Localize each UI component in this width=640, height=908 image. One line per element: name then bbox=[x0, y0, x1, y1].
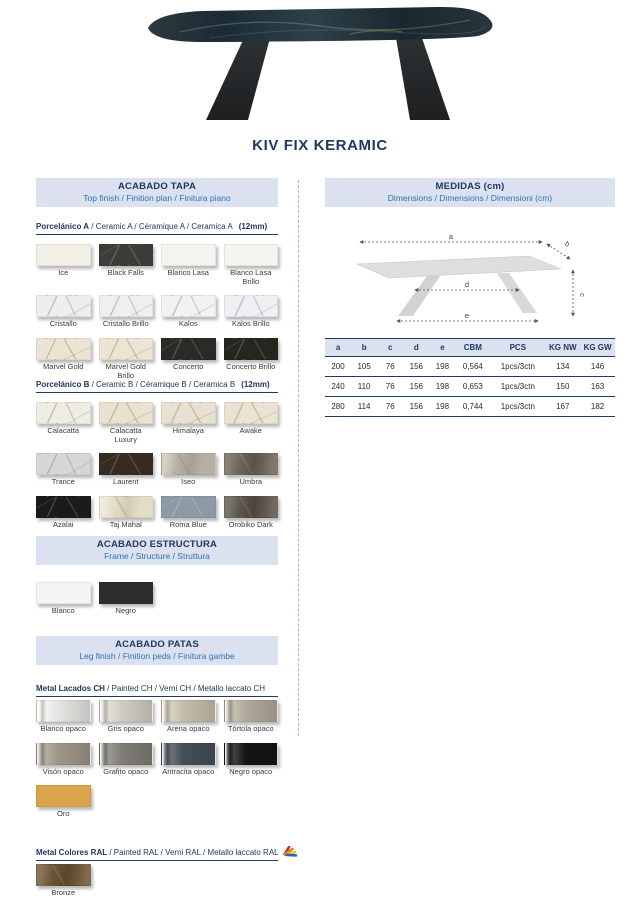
column-divider bbox=[298, 180, 299, 736]
ceramic-b-heading-bold: Porcelánico B bbox=[36, 380, 90, 389]
spec-col-cbm: CBM bbox=[455, 339, 490, 357]
swatch-label: Azalai bbox=[53, 519, 74, 529]
swatch-tile bbox=[99, 496, 154, 518]
spec-cell: 156 bbox=[403, 377, 429, 397]
structure-title: ACABADO ESTRUCTURA bbox=[96, 539, 218, 550]
swatch-azalai bbox=[36, 496, 91, 530]
swatch-cristallo bbox=[36, 295, 91, 329]
dimensions-spec-table bbox=[325, 338, 615, 417]
spec-header-row bbox=[325, 339, 615, 357]
swatch-label: Concerto Brillo bbox=[226, 361, 276, 371]
spec-cell: 240 bbox=[325, 377, 351, 397]
spec-cell: 198 bbox=[429, 357, 455, 377]
swatch-calacatta bbox=[36, 402, 91, 444]
ceramic-a-swatch-grid bbox=[36, 244, 278, 380]
swatch-label: Iseo bbox=[181, 477, 196, 487]
swatch-tile bbox=[161, 402, 216, 424]
swatch-tile bbox=[99, 582, 154, 604]
swatch-tile bbox=[161, 338, 216, 360]
swatch-umbra bbox=[224, 453, 279, 487]
spec-cell: 163 bbox=[580, 377, 615, 397]
swatch-tile bbox=[224, 295, 279, 317]
swatch-tile bbox=[161, 496, 216, 518]
spec-col-pcs: PCS bbox=[490, 339, 545, 357]
swatch-kalos-brillo bbox=[224, 295, 279, 329]
swatch-marvel-gold bbox=[36, 338, 91, 380]
swatch-tile bbox=[99, 338, 154, 360]
ceramic-a-heading-rest: / Ceramic A / Céramique A / Ceramica A bbox=[89, 222, 233, 231]
swatch-tile bbox=[36, 338, 91, 360]
swatch-label: Cristallo bbox=[49, 319, 77, 329]
spec-col-kg-gw: KG GW bbox=[580, 339, 615, 357]
swatch-label: Oro bbox=[56, 809, 70, 819]
ceramic-a-heading-size: (12mm) bbox=[238, 222, 268, 231]
metal-ch-swatch-grid bbox=[36, 700, 278, 819]
swatch-tile bbox=[99, 700, 154, 722]
page-title: KIV FIX KERAMIC bbox=[252, 137, 388, 154]
legs-title: ACABADO PATAS bbox=[115, 639, 199, 650]
spec-cell: 114 bbox=[351, 397, 377, 417]
spec-cell: 110 bbox=[351, 377, 377, 397]
swatch-gris-opaco bbox=[99, 700, 154, 734]
measures-header bbox=[325, 178, 615, 207]
swatch-label: Laurent bbox=[113, 477, 139, 487]
swatch-label: Blanco Lasa bbox=[167, 268, 209, 277]
spec-cell: 182 bbox=[580, 397, 615, 417]
spec-cell: 167 bbox=[545, 397, 580, 417]
spec-cell: 134 bbox=[545, 357, 580, 377]
spec-cell: 76 bbox=[377, 397, 403, 417]
swatch-concerto-brillo bbox=[224, 338, 279, 380]
swatch-label: Kalos bbox=[178, 319, 198, 329]
top-finish-title: ACABADO TAPA bbox=[117, 181, 197, 192]
spec-cell: 0,653 bbox=[455, 377, 490, 397]
swatch-tile bbox=[99, 402, 154, 424]
swatch-orobiko-dark bbox=[224, 496, 279, 530]
swatch-tile bbox=[36, 700, 91, 722]
spec-table-wrap bbox=[325, 338, 615, 417]
swatch-tile bbox=[161, 244, 216, 266]
swatch-label: Concerto bbox=[173, 361, 204, 371]
swatch-negro bbox=[99, 582, 154, 616]
swatch-laurent bbox=[99, 453, 154, 487]
swatch-oro bbox=[36, 785, 91, 819]
swatch-label: Tórtola opaco bbox=[227, 724, 274, 733]
swatch-label: Taj Mahal bbox=[109, 519, 142, 529]
spec-cell: 76 bbox=[377, 377, 403, 397]
metal-ch-heading-rest: / Painted CH / Verni CH / Metallo laccato CH bbox=[104, 684, 265, 693]
swatch-negro-opaco bbox=[224, 743, 279, 777]
structure-subtitle: Frame / Structure / Struttura bbox=[104, 551, 210, 561]
dim-label-a: a bbox=[448, 232, 454, 241]
swatch-tile bbox=[224, 453, 279, 475]
swatch-concerto bbox=[161, 338, 216, 380]
dimensions-diagram bbox=[347, 226, 587, 335]
swatch-tile bbox=[36, 743, 91, 765]
metal-ral-heading bbox=[36, 846, 278, 861]
swatch-label: Negro opaco bbox=[229, 766, 273, 776]
dim-label-c: c bbox=[578, 293, 587, 297]
spec-cell: 1pcs/3ctn bbox=[490, 357, 545, 377]
swatch-label: Blanco bbox=[51, 606, 75, 615]
ceramic-a-heading-bold: Porcelánico A bbox=[36, 222, 90, 231]
swatch-tile bbox=[99, 295, 154, 317]
swatch-tile bbox=[99, 244, 154, 266]
swatch-label: Kalos Brillo bbox=[231, 319, 270, 329]
swatch-tile bbox=[36, 453, 91, 475]
spec-cell: 150 bbox=[545, 377, 580, 397]
top-finish-subtitle: Top finish / Finition plan / Finitura piano bbox=[83, 193, 231, 203]
swatch-arena-opaco bbox=[161, 700, 216, 734]
swatch-roma-blue bbox=[161, 496, 216, 530]
table-photo-illustration bbox=[140, 2, 500, 126]
swatch-tile bbox=[224, 244, 279, 266]
swatch-taj-mahal bbox=[99, 496, 154, 530]
spec-cell: 1pcs/3ctn bbox=[490, 377, 545, 397]
swatch-black-falls bbox=[99, 244, 154, 286]
swatch-label: Calacatta bbox=[47, 426, 80, 435]
top-finish-header bbox=[36, 178, 278, 207]
swatch-blanco bbox=[36, 582, 91, 616]
swatch-tile bbox=[224, 743, 279, 765]
spec-cell: 198 bbox=[429, 397, 455, 417]
metal-ral-swatch-grid bbox=[36, 864, 278, 898]
swatch-label: Visón opaco bbox=[42, 766, 84, 776]
spec-col-d: d bbox=[403, 339, 429, 357]
swatch-label: Gris opaco bbox=[107, 724, 144, 733]
swatch-tile bbox=[36, 496, 91, 518]
swatch-label: Roma Blue bbox=[169, 519, 207, 529]
swatch-antracita-opaco bbox=[161, 743, 216, 777]
swatch-label: Ice bbox=[58, 268, 69, 277]
spec-cell: 198 bbox=[429, 377, 455, 397]
dim-label-e: e bbox=[464, 311, 470, 320]
swatch-label: Grafito opaco bbox=[103, 766, 149, 776]
swatch-marvel-gold-brillo bbox=[99, 338, 154, 380]
swatch-ice bbox=[36, 244, 91, 286]
swatch-bronze bbox=[36, 864, 91, 898]
measures-title: MEDIDAS (cm) bbox=[435, 181, 505, 192]
swatch-label: Antracita opaco bbox=[162, 766, 215, 776]
spec-cell: 156 bbox=[403, 397, 429, 417]
spec-cell: 0,744 bbox=[455, 397, 490, 417]
diagram-left-leg bbox=[398, 276, 440, 316]
ceramic-b-heading-size: (12mm) bbox=[241, 380, 270, 389]
swatch-tile bbox=[161, 295, 216, 317]
metal-ch-heading-bold: Metal Lacados CH bbox=[36, 684, 105, 693]
measures-subtitle: Dimensions / Dimensions / Dimensioni (cm) bbox=[387, 193, 553, 203]
swatch-calacatta-luxury bbox=[99, 402, 154, 444]
swatch-tile bbox=[99, 743, 154, 765]
swatch-trance bbox=[36, 453, 91, 487]
swatch-label: Negro bbox=[115, 606, 136, 615]
structure-header bbox=[36, 536, 278, 565]
metal-ral-heading-rest: / Painted RAL / Verni RAL / Metallo laccato RAL bbox=[107, 848, 279, 857]
spec-row bbox=[325, 397, 615, 417]
swatch-label: Calacatta Luxury bbox=[109, 426, 142, 444]
swatch-tile bbox=[161, 453, 216, 475]
swatch-t-rtola-opaco bbox=[224, 700, 279, 734]
swatch-blanco-opaco bbox=[36, 700, 91, 734]
spec-col-e: e bbox=[429, 339, 455, 357]
swatch-blanco-lasa-brillo bbox=[224, 244, 279, 286]
swatch-label: Marvel Gold bbox=[43, 361, 84, 371]
swatch-label: Blanco Lasa Brillo bbox=[230, 268, 272, 286]
metal-ch-heading bbox=[36, 684, 278, 697]
swatch-label: Orobiko Dark bbox=[228, 519, 273, 529]
spec-col-c: c bbox=[377, 339, 403, 357]
swatch-tile bbox=[224, 338, 279, 360]
spec-cell: 280 bbox=[325, 397, 351, 417]
swatch-kalos bbox=[161, 295, 216, 329]
swatch-himalaya bbox=[161, 402, 216, 444]
swatch-tile bbox=[161, 700, 216, 722]
swatch-grafito-opaco bbox=[99, 743, 154, 777]
swatch-tile bbox=[36, 864, 91, 886]
table-right-leg bbox=[396, 38, 450, 120]
swatch-blanco-lasa bbox=[161, 244, 216, 286]
spec-row bbox=[325, 357, 615, 377]
swatch-tile bbox=[36, 295, 91, 317]
ceramic-b-heading bbox=[36, 380, 278, 393]
ceramic-a-heading bbox=[36, 222, 278, 235]
swatch-tile bbox=[161, 743, 216, 765]
spec-cell: 105 bbox=[351, 357, 377, 377]
swatch-label: Bronze bbox=[51, 888, 76, 897]
ral-color-fan-icon bbox=[283, 846, 298, 857]
swatch-cristallo-brillo bbox=[99, 295, 154, 329]
swatch-label: Marvel Gold Brillo bbox=[105, 361, 146, 380]
dim-label-d: d bbox=[464, 280, 470, 289]
swatch-tile bbox=[36, 785, 91, 807]
swatch-label: Arena opaco bbox=[166, 724, 210, 733]
diagram-right-leg bbox=[497, 273, 537, 313]
swatch-iseo bbox=[161, 453, 216, 487]
dimensions-diagram-svg bbox=[347, 226, 587, 330]
legs-header bbox=[36, 636, 278, 665]
structure-swatch-grid bbox=[36, 582, 278, 616]
spec-cell: 0,564 bbox=[455, 357, 490, 377]
ceramic-b-swatch-grid bbox=[36, 402, 278, 530]
spec-cell: 200 bbox=[325, 357, 351, 377]
swatch-awake bbox=[224, 402, 279, 444]
spec-col-b: b bbox=[351, 339, 377, 357]
diagram-tabletop bbox=[357, 256, 561, 278]
swatch-vis-n-opaco bbox=[36, 743, 91, 777]
spec-col-kg-nw: KG NW bbox=[545, 339, 580, 357]
spec-col-a: a bbox=[325, 339, 351, 357]
swatch-tile bbox=[36, 582, 91, 604]
swatch-tile bbox=[224, 402, 279, 424]
swatch-label: Awake bbox=[239, 426, 262, 435]
swatch-label: Blanco opaco bbox=[40, 724, 86, 733]
swatch-tile bbox=[36, 402, 91, 424]
swatch-tile bbox=[36, 244, 91, 266]
ceramic-b-heading-rest: / Ceramic B / Céramique B / Ceramica B bbox=[89, 380, 236, 389]
spec-cell: 76 bbox=[377, 357, 403, 377]
legs-subtitle: Leg finish / Finition peds / Finitura gambe bbox=[79, 651, 235, 661]
swatch-label: Cristallo Brillo bbox=[102, 319, 149, 329]
spec-cell: 156 bbox=[403, 357, 429, 377]
spec-cell: 1pcs/3ctn bbox=[490, 397, 545, 417]
product-photo bbox=[140, 2, 500, 131]
swatch-label: Trance bbox=[51, 477, 75, 487]
swatch-label: Black Falls bbox=[107, 268, 144, 277]
fan-blade-blue bbox=[285, 853, 297, 856]
spec-cell: 146 bbox=[580, 357, 615, 377]
swatch-tile bbox=[224, 700, 279, 722]
table-left-leg bbox=[206, 38, 270, 120]
swatch-label: Umbra bbox=[239, 477, 262, 487]
swatch-tile bbox=[224, 496, 279, 518]
dim-label-b: b bbox=[563, 238, 572, 249]
metal-ral-heading-bold: Metal Colores RAL bbox=[36, 848, 108, 857]
swatch-tile bbox=[99, 453, 154, 475]
swatch-label: Himalaya bbox=[172, 426, 204, 435]
spec-row bbox=[325, 377, 615, 397]
